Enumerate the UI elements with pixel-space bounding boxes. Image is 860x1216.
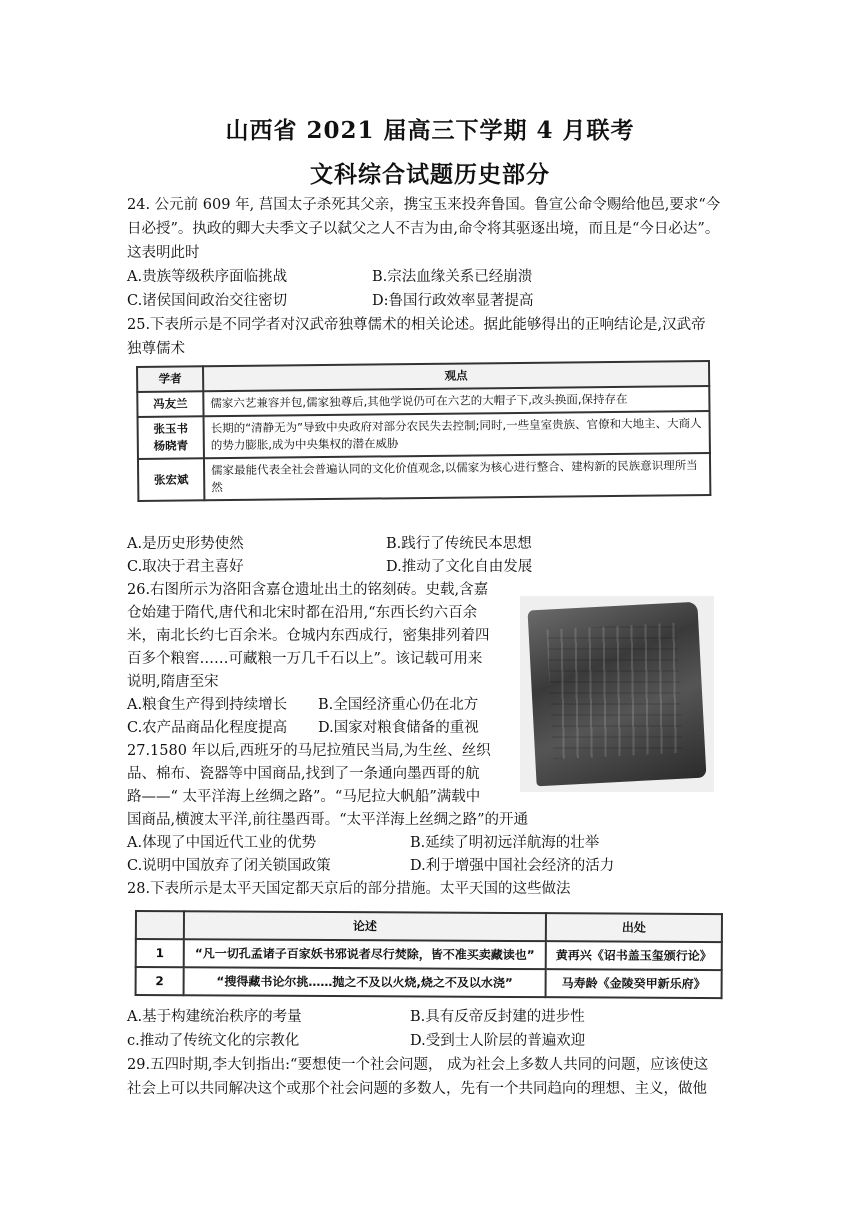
q26-line: 仓始建于隋代,唐代和北宋时都在沿用,“东西长约六百余 [127,605,478,621]
scholar-cell: 张宏斌 [138,458,204,501]
q26-option-d: D.国家对粮食储备的重视 [318,720,479,736]
table-row [138,453,710,501]
q28-option-c: c.推动了传统文化的宗教化 [127,1033,300,1049]
scholar-cell: 张玉书 杨晓青 [138,416,204,459]
statement-cell: “凡一切孔孟诸子百家妖书邪说者尽行焚除，皆不准买卖藏读也” [184,939,546,969]
q28-line: 28.下表所示是太平天国定都天京后的部分措施。太平天国的这些做法 [127,881,571,897]
taiping-table [135,910,723,999]
q27-option-a: A.体现了中国近代工业的优势 [127,835,317,851]
row-number-cell: 2 [136,967,184,995]
q26-line: 米，南北长约七百余米。仓城内东西成行，密集排列着四 [127,628,490,644]
q28-option-a: A.基于构建统治秩序的考量 [127,1009,302,1025]
view-cell: 长期的“清静无为”导致中央政府对部分农民失去控制;同时,一些皇室贵族、官僚和大地主、大商人的势力膨胀,成为中央集权的潜在威胁 [204,411,710,458]
row-number-cell: 1 [136,939,184,967]
q29-line: 社会上可以共同解决这个或那个社会问题的多数人，先有一个共同趋向的理想、主义，做他 [127,1081,707,1097]
statement-cell: “搜得藏书论尔挑……抛之不及以火烧,烧之不及以水浇” [184,967,546,997]
q27-line: 国商品,横渡太平洋,前往墨西哥。“太平洋海上丝绸之路”的开通 [127,812,529,828]
page-subtitle: 文科综合试题历史部分 [310,161,550,188]
q26-option-c: C.农产品商品化程度提高 [127,720,288,736]
q27-line: 品、棉布、瓷器等中国商品,找到了一条通向墨西哥的航 [127,766,480,782]
table-header-cell: 学者 [137,366,203,392]
table-header-cell: 观点 [203,361,709,391]
q26-option-b: B.全国经济重心仍在北方 [318,697,479,713]
source-cell: 黄再兴《诏书盖玉玺颁行论》 [546,941,722,970]
q26-option-a: A.粮食生产得到持续增长 [127,697,288,713]
q27-option-c: C.说明中国放弃了闭关锁国政策 [127,858,331,874]
q28-option-d: D.受到士人阶层的普遍欢迎 [410,1033,586,1049]
q26-line: 百多个粮窖……可藏粮一万几千石以上”。该记载可用来 [127,651,483,667]
page-title: 山西省 2021 届高三下学期 4 月联考 [225,117,635,144]
q27-line: 27.1580 年以后,西班牙的马尼拉殖民当局,为生丝、丝织 [127,743,491,759]
q24-option-b: B.宗法血缘关系已经崩溃 [372,269,533,285]
q25-option-c: C.取决于君主喜好 [127,559,244,575]
source-cell: 马寿龄《金陵癸甲新乐府》 [546,969,722,998]
inscribed-brick-image [520,596,714,792]
table-header-cell: 论述 [184,911,546,941]
q29-line: 29.五四时期,李大钊指出:“要想使一个社会问题， 成为社会上多数人共同的问题，应该使这 [127,1057,709,1073]
view-cell: 儒家六艺兼容并包,儒家独尊后,其他学说仍可在六艺的大帽子下,改头换面,保持存在 [203,386,709,416]
q24-line: 这表明此时 [127,245,200,261]
q24-option-d: D:鲁国行政效率显著提高 [372,293,534,309]
q25-line: 25.下表所示是不同学者对汉武帝独尊儒术的相关论述。据此能够得出的正响结论是,汉武帝 [127,317,706,333]
q24-option-c: C.诸侯国间政治交往密切 [127,293,288,309]
table-header-cell: 出处 [546,913,722,942]
q27-line: 路——“ 太平洋海上丝绸之路”。“马尼拉大帆船”满载中 [127,789,481,805]
brick-shape [528,602,707,787]
q28-option-b: B.具有反帝反封建的进步性 [410,1009,585,1025]
table-header-row [136,911,722,942]
view-cell: 儒家最能代表全社会普遍认同的文化价值观念,以儒家为核心进行整合、建构新的民族意识理所当然 [204,453,710,500]
q24-line: 24. 公元前 609 年, 莒国太子杀死其父亲，携宝玉来投奔鲁国。鲁宣公命令赐给他邑,要求“今 [127,197,721,213]
q26-line: 说明,隋唐至宋 [127,674,219,690]
table-header-cell [136,911,184,939]
q25-option-b: B.践行了传统民本思想 [386,536,532,552]
q24-option-a: A.贵族等级秩序面临挑战 [127,269,288,285]
q26-line: 26.右图所示为洛阳含嘉仓遗址出土的铭刻砖。史载,含嘉 [127,582,489,598]
q25-line: 独尊儒术 [127,341,185,357]
table-row [138,411,710,459]
q24-line: 日必授”。执政的卿大夫季文子以弑父之人不吉为由,命令将其驱逐出境，而且是“今日必达”。 [127,221,720,237]
scholars-table [136,360,711,502]
scholar-cell: 冯友兰 [137,391,203,417]
q25-option-d: D.推动了文化自由发展 [386,559,533,575]
table-row [136,939,722,970]
table-row [136,967,722,998]
q25-option-a: A.是历史形势使然 [127,536,244,552]
q27-option-d: D.利于增强中国社会经济的活力 [410,858,615,874]
q27-option-b: B.延续了明初远洋航海的壮举 [410,835,600,851]
